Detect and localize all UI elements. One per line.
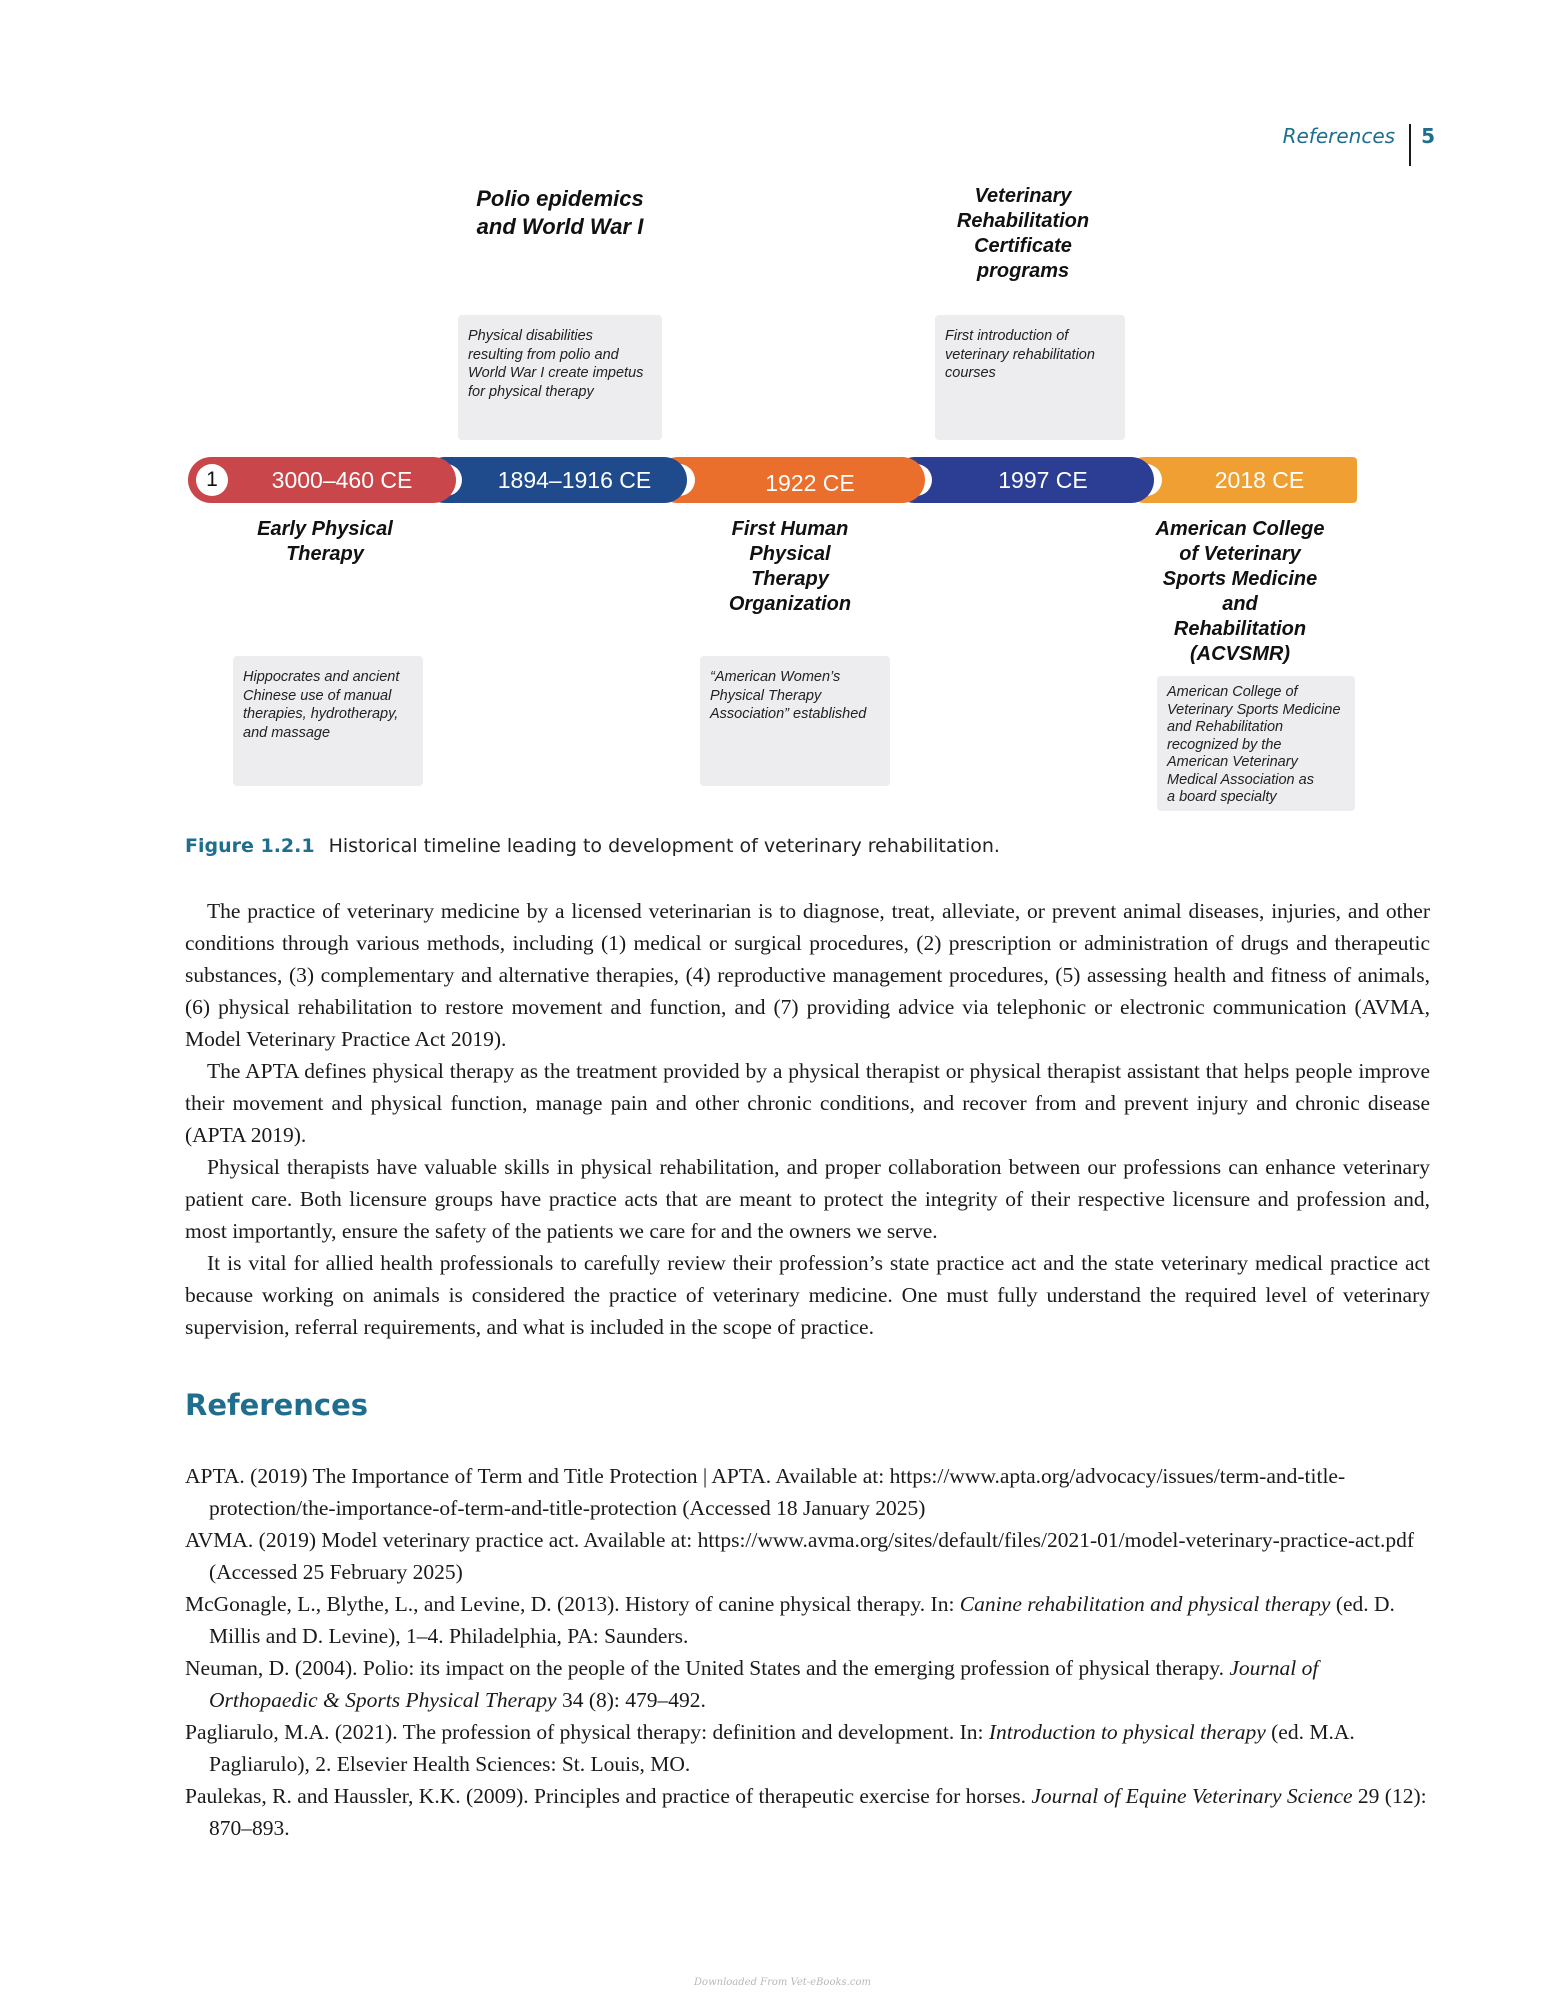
event-1-title [220,517,430,567]
event-5-desc-line: Medical Association as [1167,771,1314,788]
timeline-segment-3 [655,457,925,503]
figure-caption [185,835,1000,857]
event-2-desc-line: for physical therapy [468,383,594,400]
running-header-section: References [1282,124,1396,148]
event-5-title-line: Rehabilitation [1173,618,1307,640]
reference-item [185,1460,1430,1524]
reference-text: Neuman, D. (2004). Polio: its impact on the people of the United States and the emerging profession of physical therapy. [185,1656,1230,1680]
reference-text: (ed. D. Millis and D. Levine), 1–4. Philadelphia, PA: Saunders. [209,1592,1395,1648]
body-paragraph: The practice of veterinary medicine by a licensed veterinarian is to diagnose, treat, alleviate, or prevent animal diseases, injuries, and other conditions through various methods, including (1) medical or surgical procedures, (2) prescription or administration of drugs and therapeutic substances, (3) complementary and alternative therapies, (4) reproductive management procedures, (5) assessing health and fitness of animals, (6) physical rehabilitation to restore movement and function, and (7) providing advice via telephonic or electronic communication (AVMA, Model Veterinary Practice Act 2019). [185,899,1430,1051]
event-5-desc-line: a board specialty [1167,789,1277,805]
event-5-desc-line: recognized by the [1167,736,1282,753]
event-5-title-line: (ACVSMR) [1190,643,1290,665]
event-5-title-line: of Veterinary [1179,543,1301,565]
reference-text: 29 (12): 870–893. [209,1784,1427,1840]
timeline-segment-1 [188,457,456,503]
event-4-description [935,315,1125,440]
event-1-desc-line: Hippocrates and ancient [243,669,400,685]
reference-item [185,1524,1430,1588]
reference-text: APTA. (2019) The Importance of Term and Title Protection | APTA. Available at: https://www.apta.org/advocacy/issues/term-and-title-protection/the-importance-of-term-and-title-protection (Accessed 18 January 2025) [185,1464,1346,1520]
reference-item [185,1652,1430,1716]
event-2-desc-line: resulting from polio and [468,346,619,363]
body-paragraph: The APTA defines physical therapy as the treatment provided by a physical therapist or physical therapist assistant that helps people improve their movement and physical function, manage pain and other chronic conditions, and recover from and prevent injury and chronic disease (APTA 2019). [185,1059,1430,1147]
event-5-desc-line: Veterinary Sports Medicine [1167,701,1341,718]
event-2-title [440,185,680,240]
event-4-title-line: programs [976,260,1070,282]
event-5-title-line: and [1222,593,1258,615]
body-text [185,895,1430,1343]
event-5-desc-line: American College of [1167,684,1298,700]
running-header [1283,124,1435,164]
reference-text: Pagliarulo, M.A. (2021). The profession of physical therapy: definition and development. In: [185,1720,989,1744]
event-2-desc-line: Physical disabilities [468,328,593,344]
reference-item [185,1780,1430,1844]
reference-source-title: Journal of Orthopaedic & Sports Physical Therapy [209,1656,1319,1712]
event-2-desc-line: World War I create impetus [468,365,644,381]
event-3-title-line: Organization [728,593,852,615]
event-4-desc-line: courses [945,365,996,381]
event-3-desc-line: Association” established [710,706,867,722]
event-3-title [690,517,890,617]
event-3-title-line: First Human [731,518,849,540]
event-5-title-line: American College [1155,518,1325,540]
event-3-date: 1922 CE [765,469,855,496]
reference-text: AVMA. (2019) Model veterinary practice act. Available at: https://www.avma.org/sites/default/files/2021-01/model-veterinary-practice-act.pdf (Accessed 25 February 2025) [185,1528,1415,1584]
event-5-description [1157,676,1355,811]
event-1-description [233,656,423,786]
page-number: 5 [1421,124,1435,148]
event-5-desc-line: American Veterinary [1167,754,1298,770]
reference-text: McGonagle, L., Blythe, L., and Levine, D. (2013). History of canine physical therapy. In: [185,1592,960,1616]
event-3-desc-line: “American Women’s [710,669,841,685]
references-heading: References [185,1388,369,1422]
reference-text: (ed. M.A. Pagliarulo), 2. Elsevier Health Sciences: St. Louis, MO. [209,1720,1355,1776]
event-4-title-line: Rehabilitation [956,210,1090,232]
event-2-description [458,315,662,440]
event-3-description [700,656,890,786]
figure-caption-text: Historical timeline leading to development of veterinary rehabilitation. [328,835,1000,857]
reference-text: 34 (8): 479–492. [556,1688,706,1712]
event-1-desc-line: Chinese use of manual [243,687,392,704]
event-4-title [918,184,1128,284]
event-5-title-line: Sports Medicine [1162,568,1318,590]
event-1-title-line: Early Physical [257,518,393,540]
event-1-date: 3000–460 CE [271,466,413,493]
body-paragraph: It is vital for allied health professionals to carefully review their profession’s state practice act and the state veterinary medical practice act because working on animals is considered the practice of veterinary medicine. One must fully understand the required level of veterinary supervision, referral requirements, and what is included in the scope of practice. [185,1251,1430,1339]
event-1-desc-line: therapies, hydrotherapy, [243,706,399,722]
event-5-title [1130,517,1350,667]
reference-source-title: Introduction to physical therapy [988,1720,1266,1744]
reference-item [185,1716,1430,1780]
timeline-segment-4 [892,457,1154,503]
reference-item [185,1588,1430,1652]
event-3-title-line: Therapy [751,568,829,590]
figure-label: Figure 1.2.1 [185,835,315,857]
reference-text: Paulekas, R. and Haussler, K.K. (2009). Principles and practice of therapeutic exercise for horses. [185,1784,1032,1808]
event-1-number: 1 [196,464,228,496]
references-list [185,1460,1430,1844]
reference-source-title: Journal of Equine Veterinary Science [1031,1784,1353,1808]
event-2-title-line: Polio epidemics [476,186,644,211]
event-5-desc-line: and Rehabilitation [1167,719,1284,735]
body-paragraph: Physical therapists have valuable skills in physical rehabilitation, and proper collaboration between our professions can enhance veterinary patient care. Both licensure groups have practice acts that are meant to protect the integrity of their respective licensure and profession and, most importantly, ensure the safety of the patients we care for and the owners we serve. [185,1155,1430,1243]
event-2-title-line: and World War I [476,213,644,239]
event-2-date: 1894–1916 CE [497,466,652,493]
timeline-segment-2 [422,457,687,503]
event-3-title-line: Physical [749,543,831,565]
event-3-desc-line: Physical Therapy [710,687,822,704]
event-4-desc-line: First introduction of [945,328,1069,344]
reference-source-title: Canine rehabilitation and physical therapy [959,1592,1331,1616]
event-1-title-line: Therapy [286,543,364,565]
footer-watermark: Downloaded From Vet-eBooks.com [694,1977,871,1988]
event-4-title-line: Certificate [974,235,1072,257]
timeline-segment-5 [1122,457,1357,503]
event-4-date: 1997 CE [998,466,1088,493]
event-5-date: 2018 CE [1214,466,1305,493]
event-4-desc-line: veterinary rehabilitation [945,346,1095,363]
event-4-title-line: Veterinary [974,185,1072,207]
event-1-desc-line: and massage [243,724,331,741]
